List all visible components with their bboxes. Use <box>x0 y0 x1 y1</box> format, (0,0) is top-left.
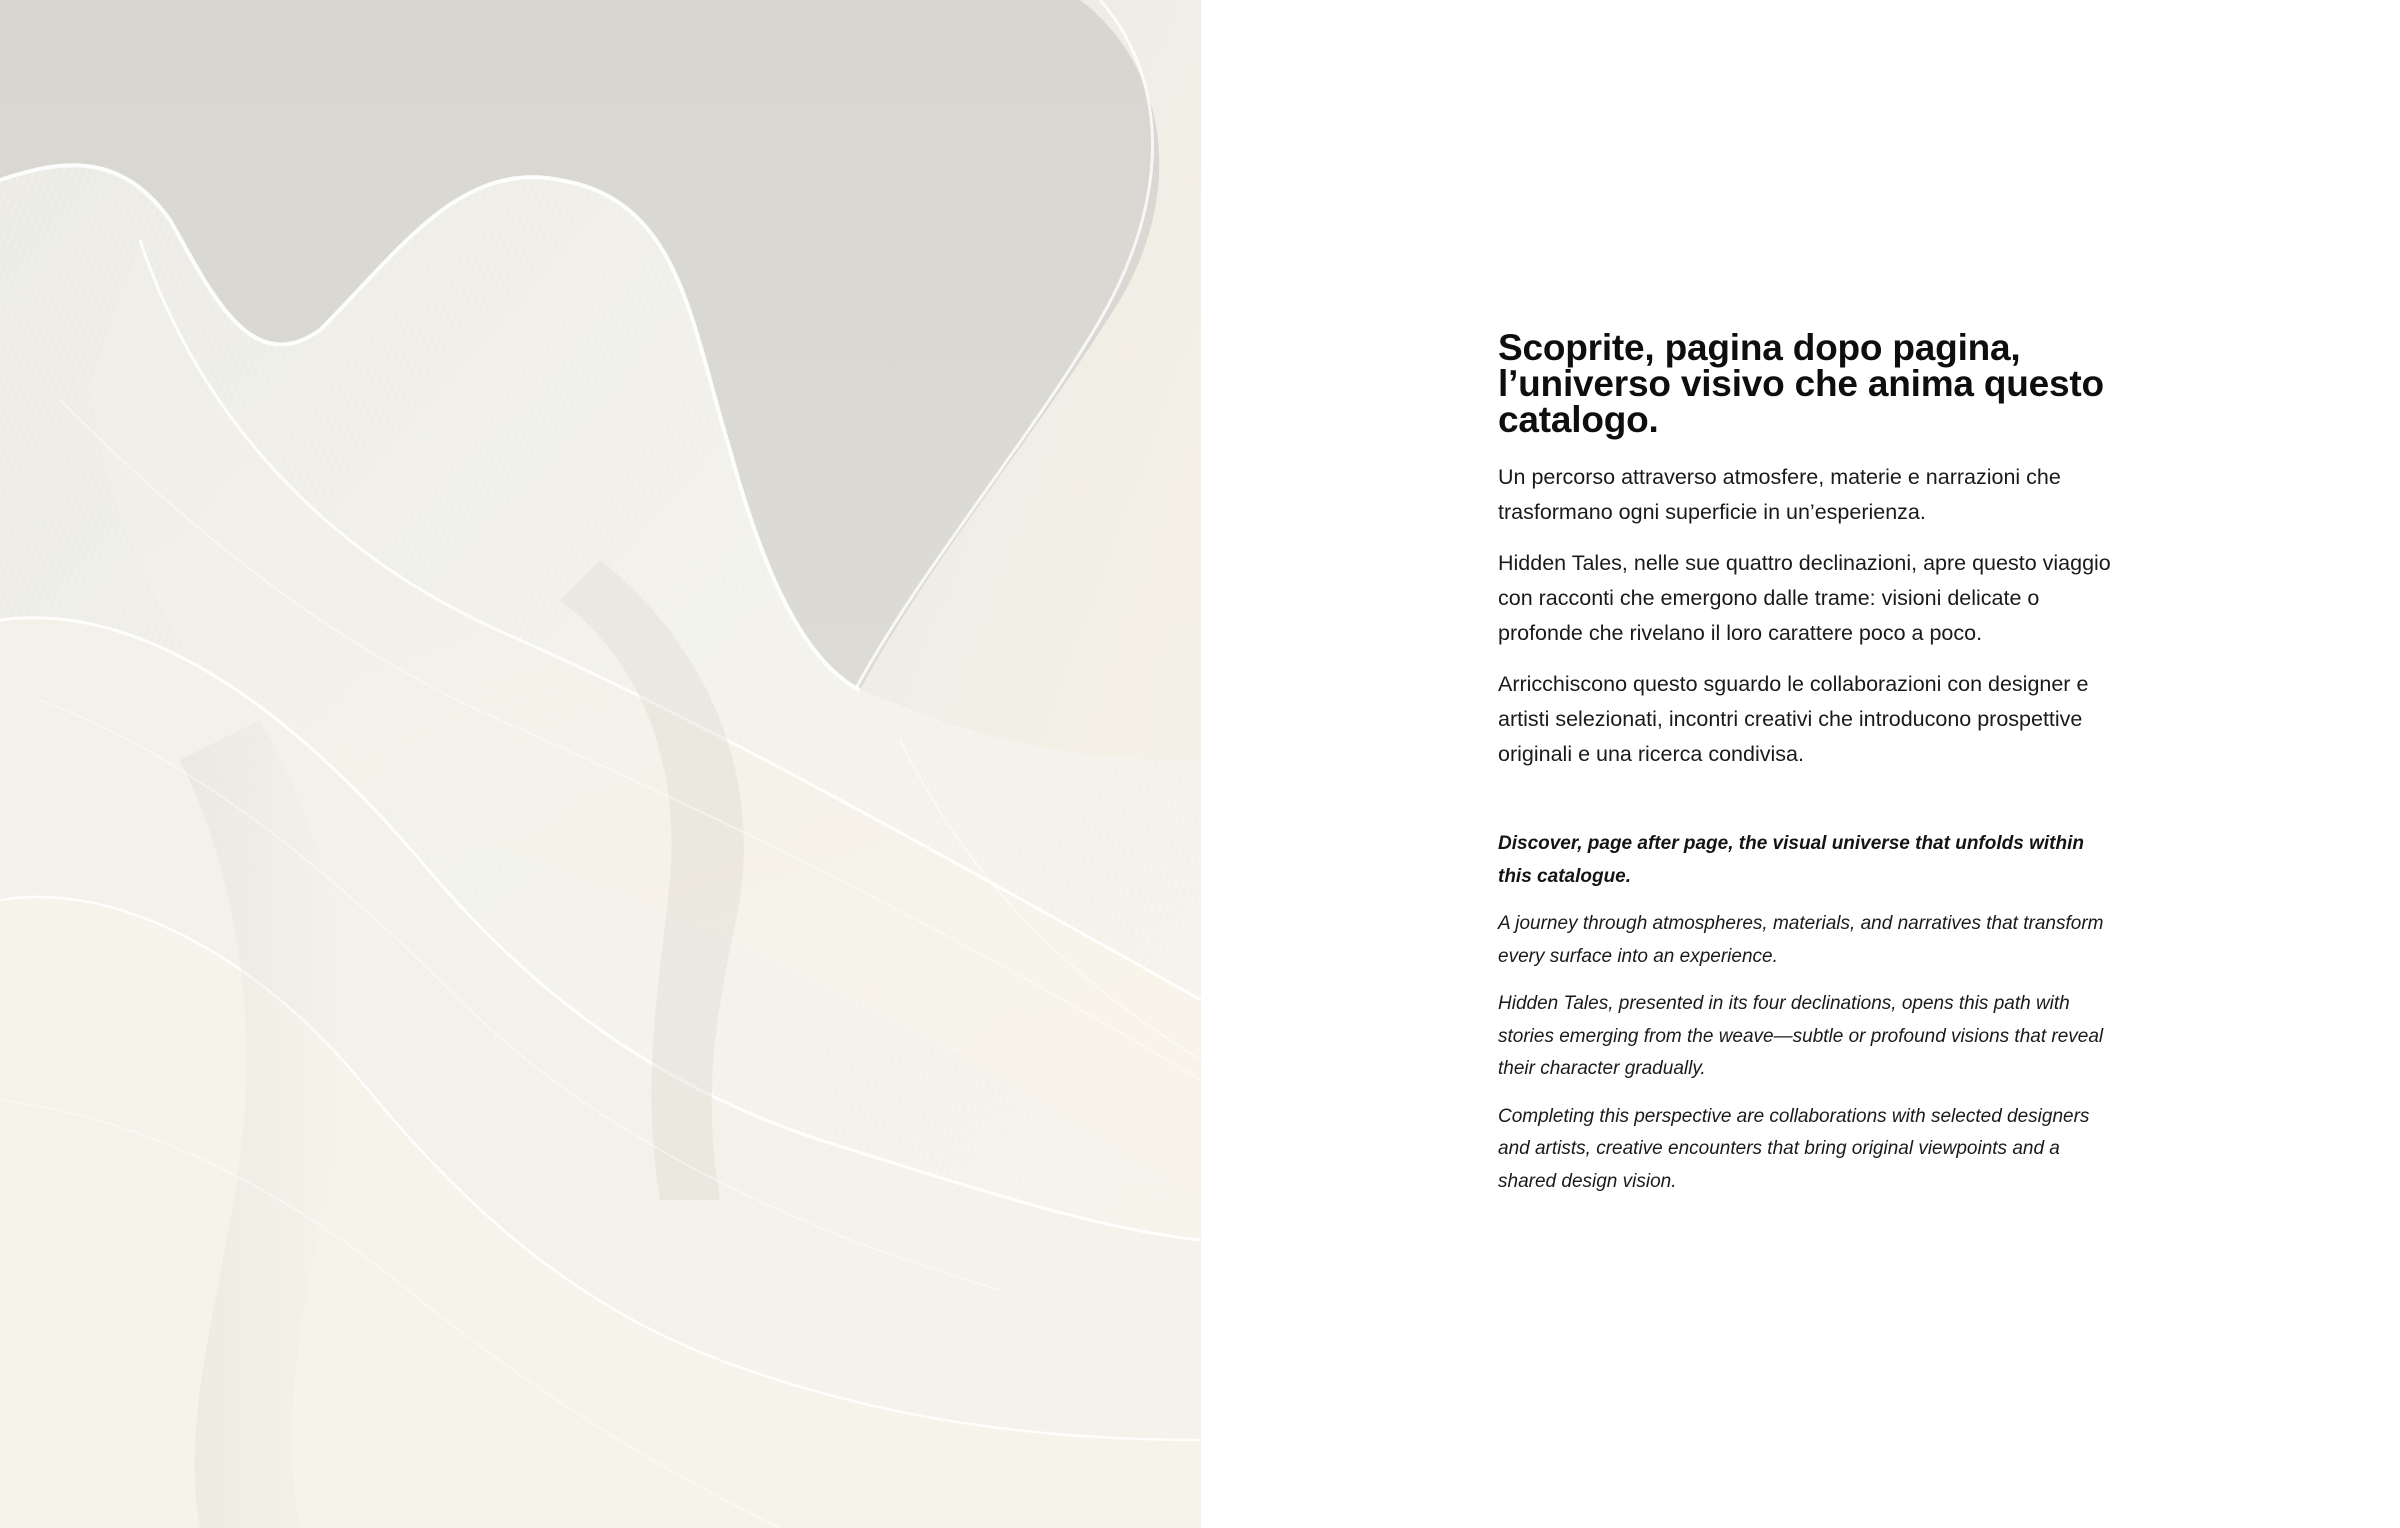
italian-paragraph: Hidden Tales, nelle sue quattro declinazioni, apre questo viaggio con racconti che emergono dalle trame: visioni delicate o profonde che rivelano il loro carattere poco a poco. <box>1498 551 2111 645</box>
italian-paragraph: Un percorso attraverso atmosfere, materie e narrazioni che trasformano ogni superficie in un’esperienza. <box>1498 465 2061 524</box>
english-paragraph: Hidden Tales, presented in its four declinations, opens this path with stories emerging from the weave—subtle or profound visions that reveal their character gradually. <box>1498 993 2104 1079</box>
italian-paragraph: Arricchiscono questo sguardo le collaborazioni con designer e artisti selezionati, incontri creativi che introducono prospettive originali e una ricerca condivisa. <box>1498 672 2089 766</box>
text-page <box>1201 0 2400 1528</box>
english-paragraph: Completing this perspective are collaborations with selected designers and artists, creative encounters that bring original viewpoints and a shared design vision. <box>1498 1105 2090 1192</box>
text-column <box>1498 327 2118 1198</box>
english-headline: Discover, page after page, the visual universe that unfolds within this catalogue. <box>1498 833 2084 887</box>
english-paragraph: A journey through atmospheres, materials, and narratives that transform every surface into an experience. <box>1498 913 2104 967</box>
italian-headline: Scoprite, pagina dopo pagina, l’universo visivo che anima questo catalogo. <box>1498 327 2104 440</box>
english-section <box>1498 828 2118 1198</box>
